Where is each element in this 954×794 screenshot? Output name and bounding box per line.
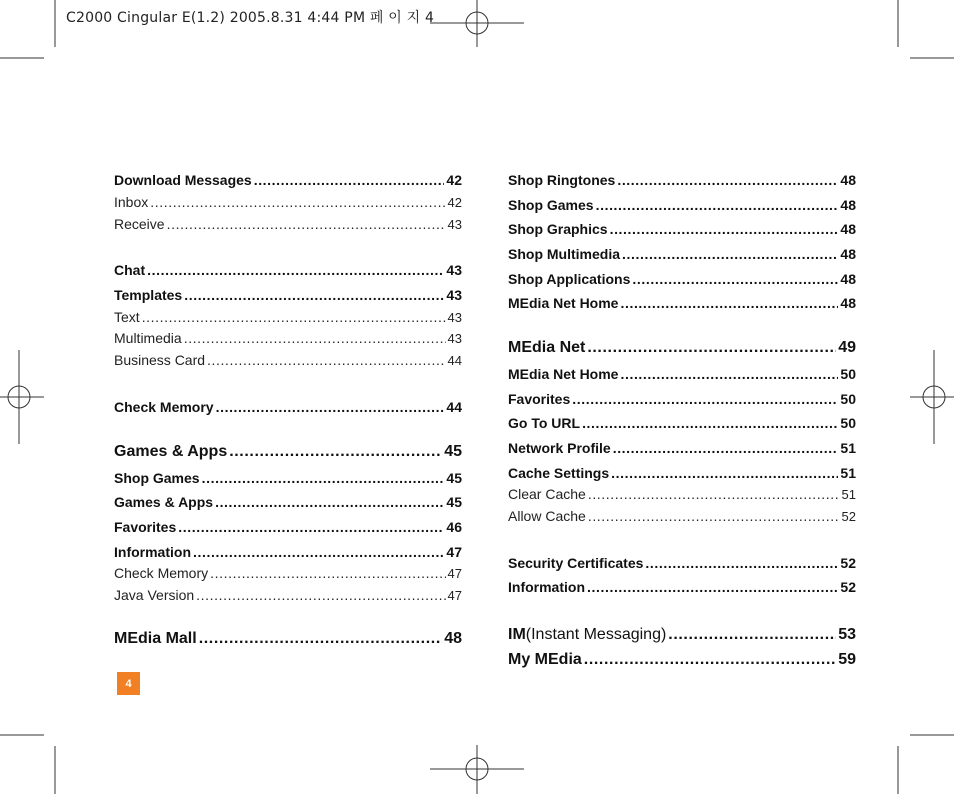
toc-entry [114, 194, 462, 210]
toc-entry [508, 295, 856, 311]
toc-dot-leader [587, 579, 838, 595]
toc-dot-leader [150, 194, 445, 210]
toc-entry-title: Download Messages [114, 172, 252, 188]
toc-dot-leader [202, 470, 445, 486]
toc-entry [114, 519, 462, 535]
toc-entry-page: 45 [446, 494, 462, 510]
toc-entry-page: 52 [840, 579, 856, 595]
toc-dot-leader [668, 626, 836, 644]
toc-entry [508, 651, 856, 669]
toc-entry [508, 440, 856, 456]
toc-dot-leader [184, 330, 446, 346]
toc-dot-leader [216, 399, 445, 415]
toc-entry-title: Allow Cache [508, 508, 586, 524]
toc-entry-page: 51 [840, 465, 856, 481]
toc-entry-title: Games & Apps [114, 494, 214, 510]
toc-entry-title: MEdia Net [508, 339, 586, 356]
toc-entry-title: MEdia Net Home [508, 295, 619, 311]
toc-entry-title: Network Profile [508, 440, 611, 456]
toc-entry [508, 415, 856, 431]
toc-entry [114, 544, 462, 560]
toc-dot-leader [645, 555, 838, 571]
toc-entry-page: 48 [840, 172, 856, 188]
toc-dot-leader [178, 519, 444, 535]
toc-entry [508, 246, 856, 262]
toc-dot-leader [588, 508, 840, 524]
toc-entry-page: 42 [446, 172, 462, 188]
toc-dot-leader [620, 366, 838, 382]
page-number-badge: 4 [117, 672, 140, 695]
toc-dot-leader [613, 440, 839, 456]
toc-entry [114, 352, 462, 368]
print-slug: C2000 Cingular E(1.2) 2005.8.31 4:44 PM 페 이 지 4 [66, 10, 435, 26]
toc-entry-title: Cache Settings [508, 465, 610, 481]
toc-dot-leader [620, 295, 838, 311]
toc-entry-title: Shop Applications [508, 271, 631, 287]
toc-dot-leader [587, 339, 836, 357]
toc-dot-leader [588, 486, 840, 502]
toc-dot-leader [207, 352, 445, 368]
toc-entry-page: 43 [447, 217, 462, 232]
toc-dot-leader [142, 309, 446, 325]
toc-dot-leader [611, 465, 838, 481]
toc-entry-page: 52 [840, 555, 856, 571]
toc-entry-page: 47 [446, 544, 462, 560]
toc-entry-page: 47 [447, 588, 462, 603]
toc-entry-title: Inbox [114, 194, 149, 210]
toc-dot-leader [167, 216, 446, 232]
toc-entry-page: 48 [840, 197, 856, 213]
toc-entry-page: 48 [840, 221, 856, 237]
toc-entry [508, 366, 856, 382]
toc-entry-page: 53 [838, 626, 856, 643]
toc-entry-title: Information [508, 579, 585, 595]
toc-dot-leader [584, 651, 836, 669]
toc-dot-leader [229, 443, 442, 461]
toc-entry-page: 50 [840, 366, 856, 382]
toc-entry [114, 443, 462, 461]
toc-entry-page: 51 [841, 487, 856, 502]
toc-entry-title: Favorites [508, 391, 571, 407]
toc-dot-leader [582, 415, 838, 431]
toc-entry-page: 45 [444, 443, 462, 460]
toc-entry-page: 48 [840, 271, 856, 287]
toc-entry-title: Chat [114, 262, 146, 278]
toc-dot-leader [596, 197, 839, 213]
toc-dot-leader [622, 246, 838, 262]
toc-entry-page: 51 [840, 440, 856, 456]
toc-entry [508, 626, 856, 644]
toc-entry [114, 470, 462, 486]
toc-entry-title: Shop Games [114, 470, 200, 486]
toc-dot-leader [254, 172, 445, 188]
toc-entry-title: IM [508, 626, 526, 643]
toc-entry-page: 48 [840, 246, 856, 262]
toc-entry [508, 465, 856, 481]
toc-entry-title: Text [114, 309, 140, 325]
toc-dot-leader [193, 544, 444, 560]
toc-entry-title: Shop Games [508, 197, 594, 213]
toc-entry-page: 43 [446, 262, 462, 278]
toc-entry-title: Information [114, 544, 191, 560]
toc-entry-page: 48 [840, 295, 856, 311]
toc-dot-leader [196, 587, 445, 603]
toc-entry [508, 271, 856, 287]
toc-entry [508, 508, 856, 524]
toc-entry [508, 579, 856, 595]
toc-entry-title: Go To URL [508, 415, 581, 431]
toc-entry-title: MEdia Mall [114, 630, 197, 647]
toc-entry [114, 494, 462, 510]
toc-entry-page: 45 [446, 470, 462, 486]
toc-entry-page: 47 [447, 566, 462, 581]
toc-entry-page: 50 [840, 391, 856, 407]
toc-entry-title: Multimedia [114, 330, 182, 346]
toc-entry [508, 172, 856, 188]
toc-entry-title: Check Memory [114, 565, 209, 581]
toc-dot-leader [210, 565, 445, 581]
toc-dot-leader [147, 262, 444, 278]
toc-entry-title: Security Certificates [508, 555, 644, 571]
toc-dot-leader [572, 391, 838, 407]
toc-entry-page: 59 [838, 651, 856, 668]
toc-entry-page: 48 [444, 630, 462, 647]
toc-entry-title: Receive [114, 216, 165, 232]
toc-entry-page: 42 [447, 195, 462, 210]
toc-entry [114, 216, 462, 232]
toc-entry-page: 49 [838, 339, 856, 356]
toc-entry [114, 399, 462, 415]
toc-dot-leader [184, 287, 444, 303]
toc-entry [508, 221, 856, 237]
toc-entry-title: Shop Multimedia [508, 246, 620, 262]
toc-entry-subtitle: (Instant Messaging) [525, 626, 667, 643]
toc-dot-leader [617, 172, 838, 188]
toc-entry [508, 391, 856, 407]
toc-entry [114, 587, 462, 603]
toc-entry [508, 197, 856, 213]
toc-entry-page: 50 [840, 415, 856, 431]
toc-entry-page: 46 [446, 519, 462, 535]
toc-entry [508, 555, 856, 571]
toc-dot-leader [215, 494, 444, 510]
toc-entry-page: 44 [446, 399, 462, 415]
toc-entry-page: 44 [447, 353, 462, 368]
toc-entry-title: Java Version [114, 587, 195, 603]
toc-entry-page: 52 [841, 509, 856, 524]
toc-entry-page: 43 [447, 310, 462, 325]
toc-entry-title: Templates [114, 287, 183, 303]
toc-entry-title: Check Memory [114, 399, 214, 415]
toc-entry-title: My MEdia [508, 651, 582, 668]
toc-entry [114, 262, 462, 278]
toc-dot-leader [199, 630, 443, 648]
toc-entry [508, 486, 856, 502]
toc-entry-page: 43 [447, 331, 462, 346]
toc-entry [114, 287, 462, 303]
toc-entry [114, 330, 462, 346]
toc-dot-leader [632, 271, 838, 287]
toc-entry [114, 565, 462, 581]
toc-entry-title: Business Card [114, 352, 206, 368]
toc-entry-page: 43 [446, 287, 462, 303]
toc-entry-title: MEdia Net Home [508, 366, 619, 382]
toc-entry-title: Favorites [114, 519, 177, 535]
toc-entry-title: Clear Cache [508, 486, 586, 502]
toc-entry-title: Shop Ringtones [508, 172, 616, 188]
toc-entry [114, 630, 462, 648]
toc-entry-title: Shop Graphics [508, 221, 608, 237]
toc-entry [114, 309, 462, 325]
toc-entry [114, 172, 462, 188]
toc-dot-leader [610, 221, 839, 237]
toc-entry [508, 339, 856, 357]
toc-entry-title: Games & Apps [114, 443, 228, 460]
